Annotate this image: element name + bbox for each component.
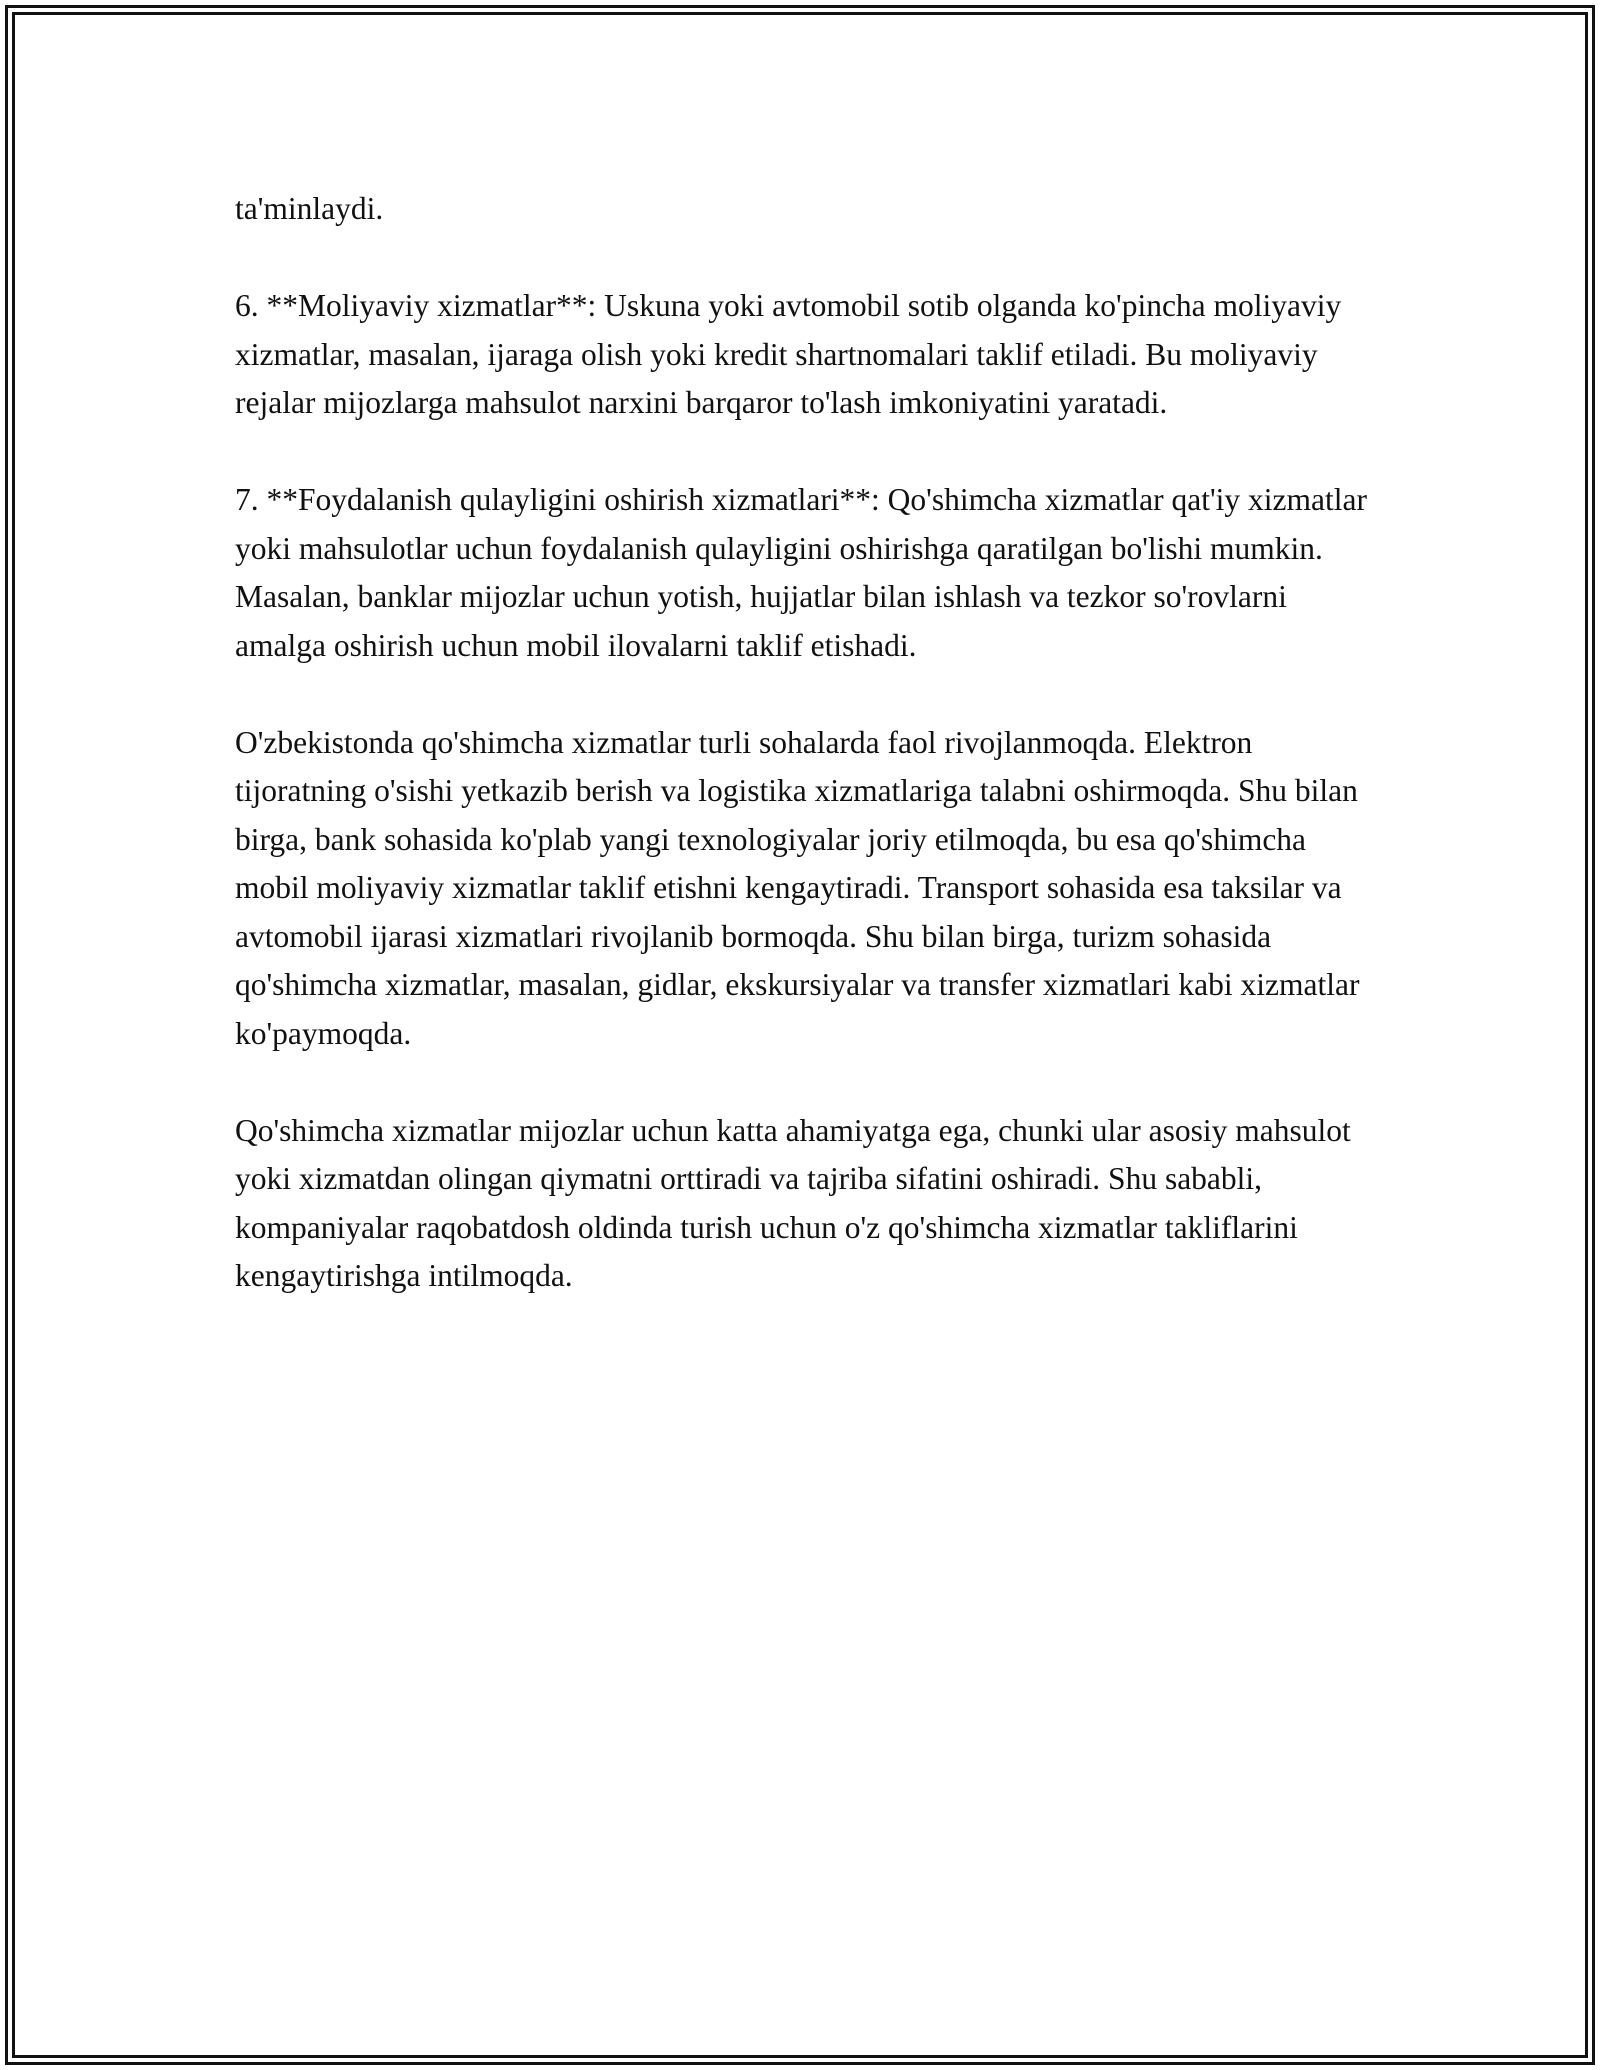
paragraph-usability-services: 7. **Foydalanish qulayligini oshirish xizmatlari**: Qo'shimcha xizmatlar qat'iy xizmatlar yoki mahsulotlar uchun foydalanish qulayligini oshirishga qaratilgan bo'lishi mumkin. Masalan, banklar mijozlar uchun yotish, hujjatlar bilan ishlash va tezkor so'rovlarni amalga oshirish uchun mobil ilovalarni taklif etishadi. <box>235 482 1368 663</box>
paragraph-financial-services: 6. **Moliyaviy xizmatlar**: Uskuna yoki avtomobil sotib olganda ko'pincha moliyaviy xizmatlar, masalan, ijaraga olish yoki kredit shartnomalari taklif etiladi. Bu moliyaviy rejalar mijozlarga mahsulot narxini barqaror to'lash imkoniyatini yaratadi. <box>235 288 1342 420</box>
document-body <box>235 185 1375 1349</box>
paragraph-uzbekistan-services: O'zbekistonda qo'shimcha xizmatlar turli sohalarda faol rivojlanmoqda. Elektron tijoratning o'sishi yetkazib berish va logistika xizmatlariga talabni oshirmoqda. Shu bilan birga, bank sohasida ko'plab yangi texnologiyalar joriy etilmoqda, bu esa qo'shimcha mobil moliyaviy xizmatlar taklif etishni kengaytiradi. Transport sohasida esa taksilar va avtomobil ijarasi xizmatlari rivojlanib bormoqda. Shu bilan birga, turizm sohasida qo'shimcha xizmatlar, masalan, gidlar, ekskursiyalar va transfer xizmatlari kabi xizmatlar ko'paymoqda. <box>235 724 1360 1051</box>
paragraph-continuation: ta'minlaydi. <box>235 191 384 226</box>
paragraph-importance: Qo'shimcha xizmatlar mijozlar uchun katta ahamiyatga ega, chunki ular asosiy mahsulot yoki xizmatdan olingan qiymatni orttiradi va tajriba sifatini oshiradi. Shu sababli, kompaniyalar raqobatdosh oldinda turish uchun o'z qo'shimcha xizmatlar takliflarini kengaytirishga intilmoqda. <box>235 1112 1351 1293</box>
